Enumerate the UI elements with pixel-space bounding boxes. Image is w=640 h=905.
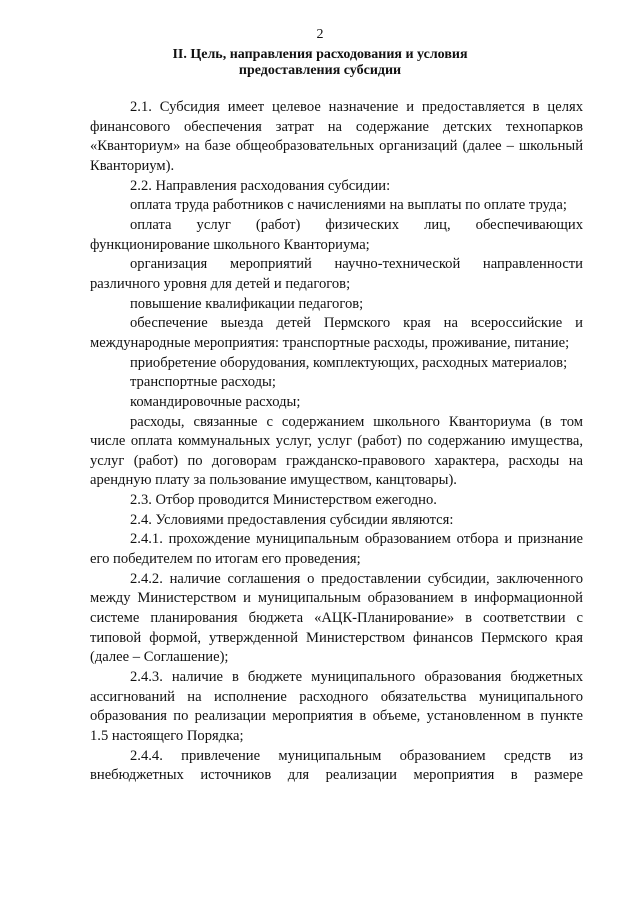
- list-item-travel-children: обеспечение выезда детей Пермского края на всероссийские и международные мероприятия: транспортные расходы, проживание, питание;: [90, 315, 583, 351]
- list-item-maintenance: расходы, связанные с содержанием школьного Кванториума (в том числе оплата коммунальных услуг, услуг (работ) по содержанию имущества, услуг (работ) по договорам гражданско-правового характера, расходы на арендную плату за пользование имуществом, канцтовары).: [90, 413, 583, 489]
- page-number: 2: [316, 27, 324, 42]
- paragraph-2-3: 2.3. Отбор проводится Министерством ежегодно.: [130, 492, 437, 509]
- paragraph-2-4-3: 2.4.3. наличие в бюджете муниципального образования бюджетных ассигнований на исполнение расходного обязательства муниципального образования по реализации мероприятия в объеме, установленном в пункте 1.5 настоящего Порядка;: [90, 669, 583, 744]
- paragraph-2-1: 2.1. Субсидия имеет целевое назначение и предоставляется в целях финансового обеспечения затрат на содержание детских технопарков «Кванториум» на базе общеобразовательных организаций (далее – школьный Кванториум).: [90, 99, 583, 174]
- section-heading: [100, 47, 540, 79]
- paragraph-2-2: 2.2. Направления расходования субсидии:: [130, 177, 391, 194]
- list-item-equipment: приобретение оборудования, комплектующих, расходных материалов;: [130, 354, 568, 371]
- list-item-events: организация мероприятий научно-технической направленности различного уровня для детей и педагогов;: [90, 256, 583, 292]
- list-item-training: повышение квалификации педагогов;: [130, 295, 364, 312]
- list-item-transport: транспортные расходы;: [130, 374, 276, 391]
- paragraph-2-4-2: 2.4.2. наличие соглашения о предоставлении субсидии, заключенного между Министерством и муниципальным образованием в информационной системе планирования бюджета «АЦК-Планирование» в соответствии с типовой формой, утвержденной Министерством финансов Пермского края (далее – Соглашение);: [90, 570, 583, 666]
- list-item-labor: оплата труда работников с начислениями на выплаты по оплате труда;: [130, 197, 567, 214]
- list-item-services: оплата услуг (работ) физических лиц, обеспечивающих функционирование школьного Кванториума;: [90, 216, 583, 253]
- document-body: [90, 98, 583, 786]
- section-heading-line-1: II. Цель, направления расходования и условия: [172, 47, 468, 62]
- section-heading-line-2: предоставления субсидии: [238, 63, 402, 78]
- paragraph-2-4: 2.4. Условиями предоставления субсидии являются:: [130, 511, 454, 528]
- paragraph-2-4-4: 2.4.4. привлечение муниципальным образованием средств из внебюджетных источников для реализации мероприятия в размере: [90, 747, 583, 784]
- list-item-business-trips: командировочные расходы;: [130, 393, 301, 410]
- paragraph-2-4-1: 2.4.1. прохождение муниципальным образованием отбора и признание его победителем по итогам его проведения;: [90, 531, 583, 568]
